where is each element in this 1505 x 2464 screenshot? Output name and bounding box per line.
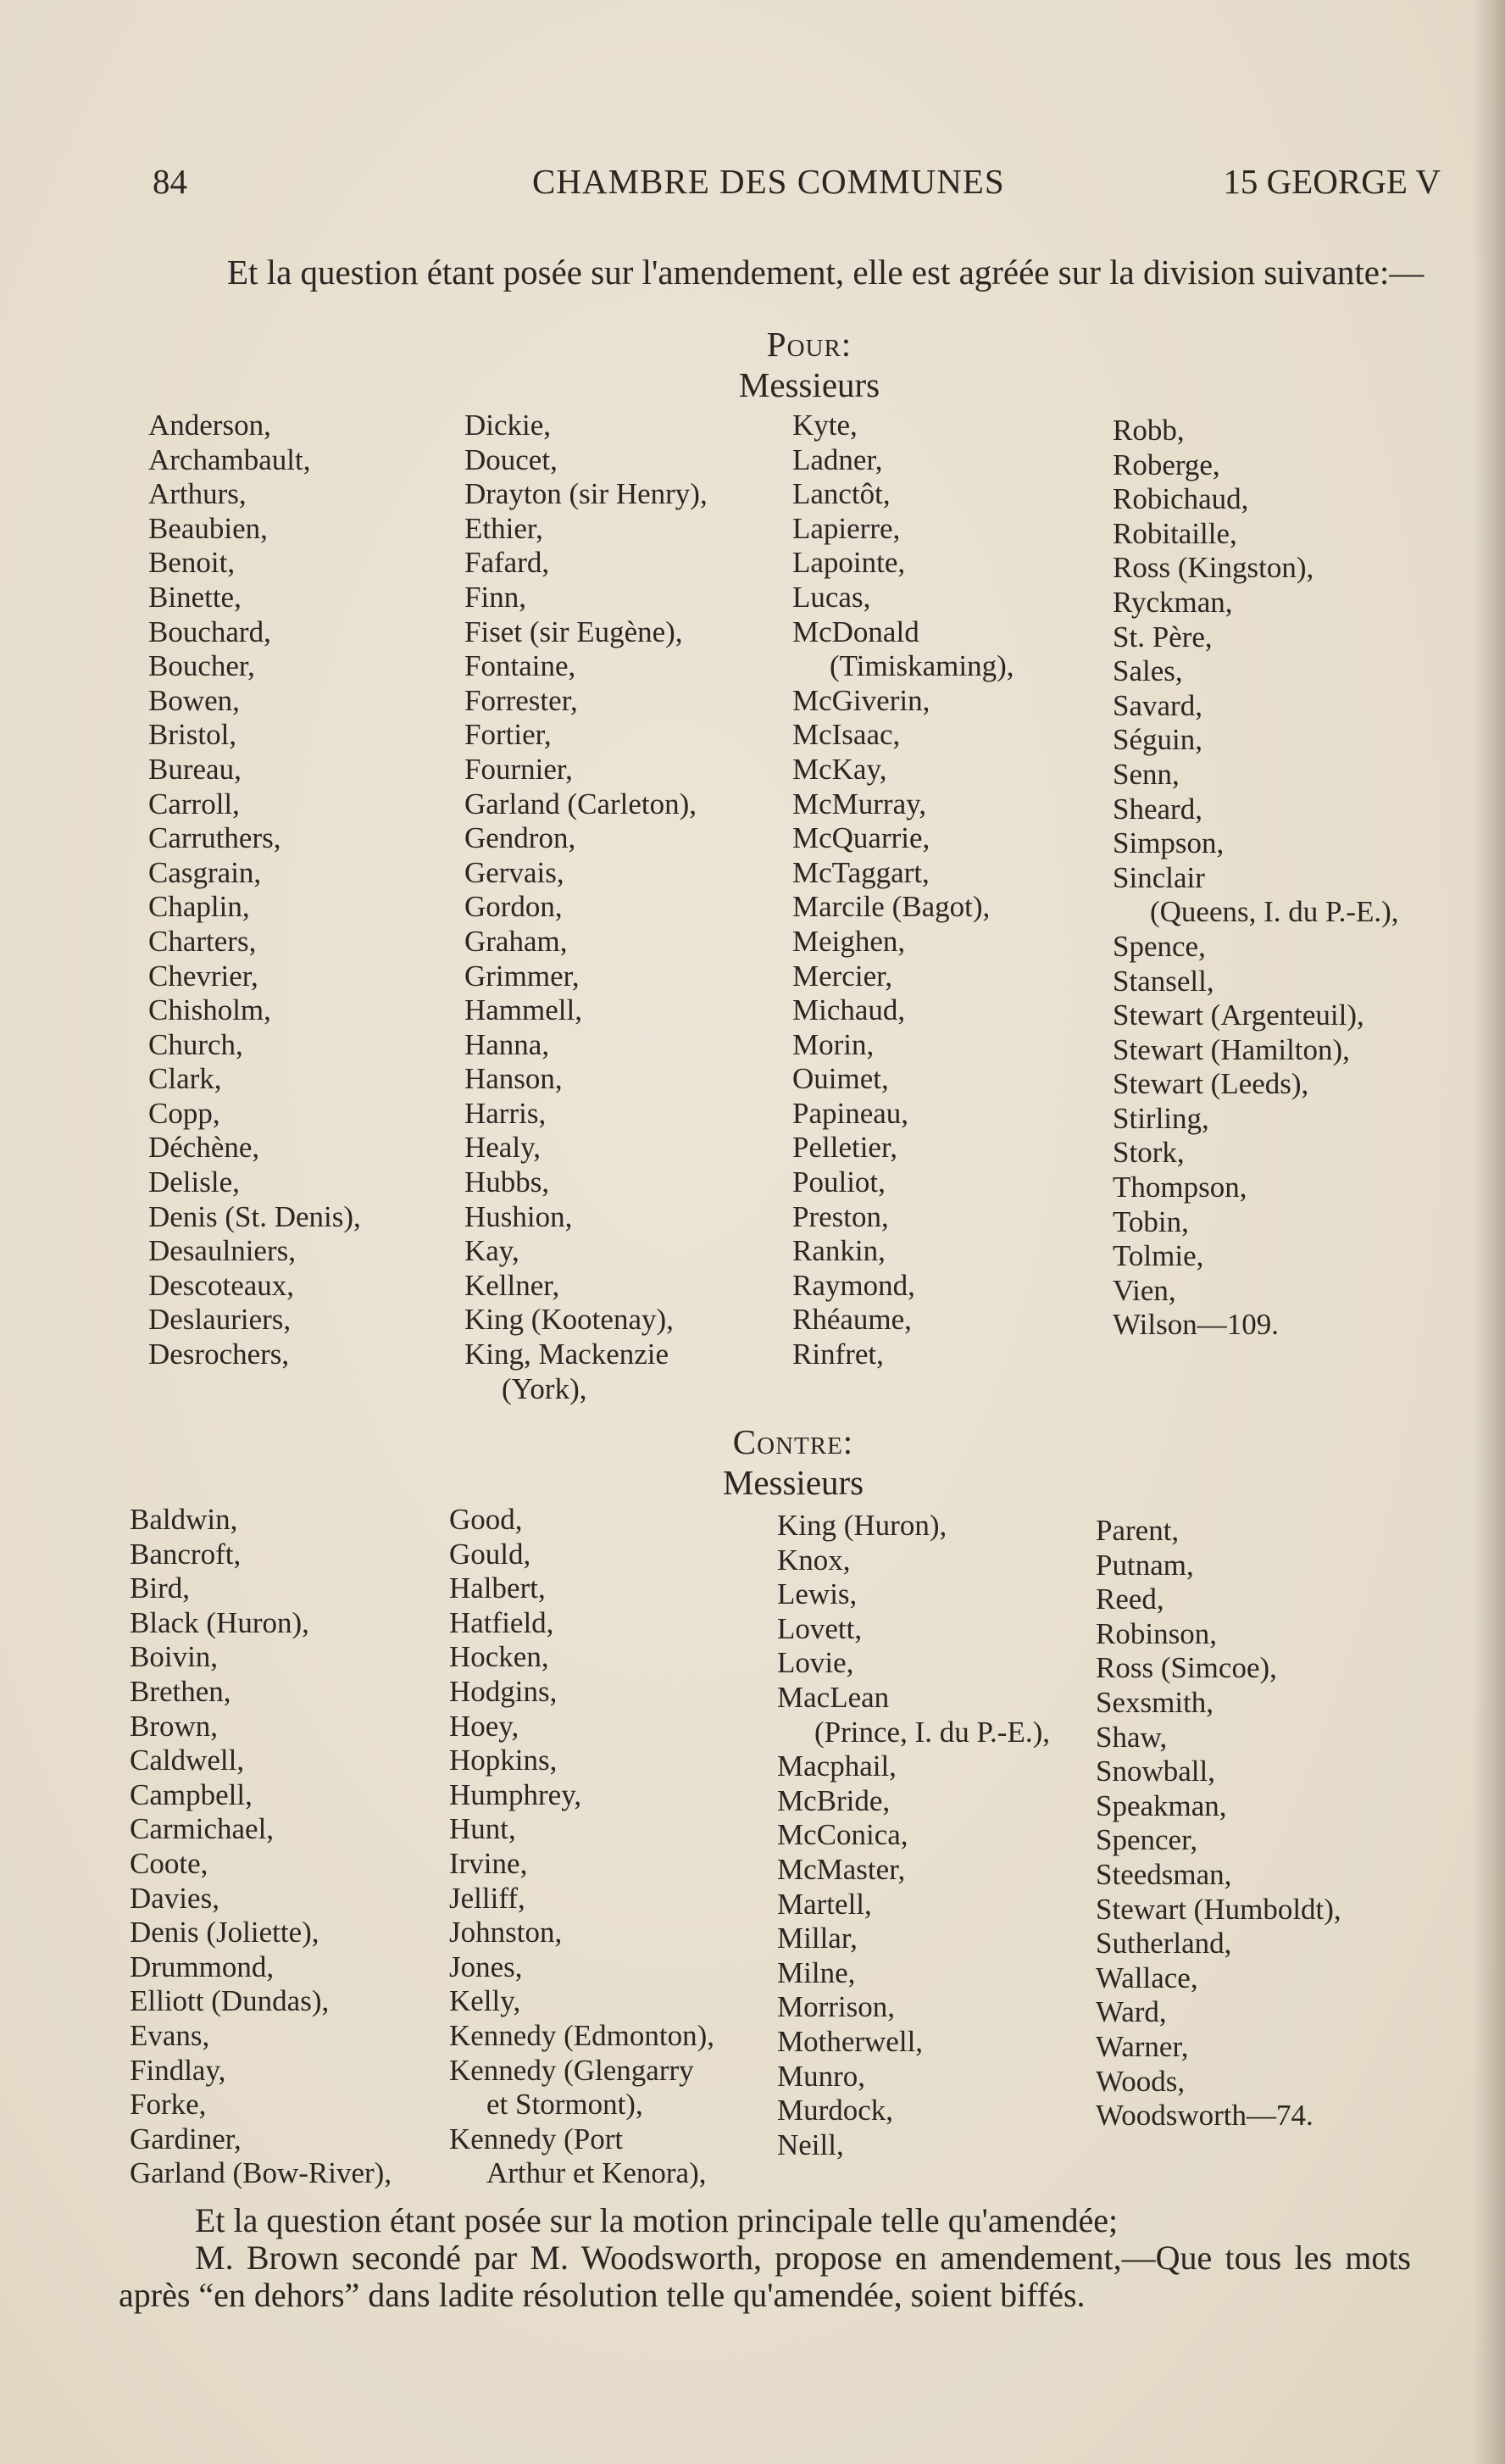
member-name: Warner, <box>1096 2029 1189 2063</box>
member-name: Fortier, <box>464 718 552 752</box>
member-name: Brethen, <box>130 1674 231 1708</box>
member-name: Tolmie, <box>1113 1239 1204 1273</box>
member-name: Woods, <box>1096 2064 1186 2098</box>
member-name: Hopkins, <box>449 1744 558 1777</box>
member-name: Archambault, <box>148 442 311 476</box>
member-name: Denis (St. Denis), <box>148 1199 361 1233</box>
member-name: Putnam, <box>1096 1548 1194 1582</box>
page-number: 84 <box>153 162 187 201</box>
member-name: Bird, <box>130 1571 190 1605</box>
member-name: (Queens, I. du P.-E.), <box>1150 895 1399 929</box>
member-name: King, Mackenzie <box>464 1338 669 1371</box>
member-name: Parent, <box>1096 1514 1180 1547</box>
member-name: Rankin, <box>792 1234 886 1268</box>
member-name: Sales, <box>1113 654 1183 688</box>
member-name: Deslauriers, <box>148 1303 292 1337</box>
member-name: Mercier, <box>792 959 893 993</box>
member-name: Sutherland, <box>1096 1927 1232 1961</box>
member-name: et Stormont), <box>486 2088 643 2122</box>
member-name: Vien, <box>1113 1273 1176 1307</box>
member-name: Desaulniers, <box>148 1234 296 1268</box>
member-name: Macphail, <box>777 1749 897 1783</box>
member-name: Preston, <box>792 1199 889 1233</box>
member-name: Fournier, <box>464 752 573 786</box>
member-name: Drayton (sir Henry), <box>464 477 708 511</box>
member-name: Ross (Kingston), <box>1113 551 1314 585</box>
member-name: McQuarrie, <box>792 821 930 855</box>
member-name: Boucher, <box>148 649 255 683</box>
member-name: Gendron, <box>464 821 576 855</box>
member-name: Descoteaux, <box>148 1268 295 1302</box>
member-name: Casgrain, <box>148 855 262 889</box>
member-name: Milne, <box>777 1955 856 1989</box>
member-name: Papineau, <box>792 1096 909 1130</box>
member-name: Beaubien, <box>148 511 268 545</box>
member-name: Murdock, <box>777 2094 894 2127</box>
member-name: Grimmer, <box>464 959 580 993</box>
member-name: Stewart (Argenteuil), <box>1113 998 1364 1032</box>
member-name: Clark, <box>148 1062 222 1096</box>
member-name: Hanson, <box>464 1062 563 1096</box>
member-name: Kennedy (Port <box>449 2122 624 2155</box>
member-name: Chisholm, <box>148 993 271 1027</box>
member-name: Stansell, <box>1113 964 1214 998</box>
member-name: Carroll, <box>148 787 240 820</box>
member-name: Meighen, <box>792 924 906 958</box>
member-name: Woodsworth—74. <box>1096 2099 1313 2133</box>
member-name: Sexsmith, <box>1096 1685 1214 1719</box>
closing-text <box>119 2202 1411 2314</box>
member-name: Senn, <box>1113 757 1180 791</box>
contre-title: Contre: <box>732 1422 854 1461</box>
member-name: Speakman, <box>1096 1788 1227 1822</box>
member-name: Dickie, <box>464 409 552 442</box>
member-name: Michaud, <box>792 993 906 1027</box>
member-name: Irvine, <box>449 1846 528 1880</box>
member-name: Halbert, <box>449 1571 546 1605</box>
contre-column-2 <box>449 1503 714 2191</box>
member-name: Séguin, <box>1113 723 1202 757</box>
contre-subtitle: Messieurs <box>722 1463 864 1502</box>
contre-column-1 <box>130 1503 392 2191</box>
member-name: McGiverin, <box>792 683 930 717</box>
member-name: McBride, <box>777 1783 891 1817</box>
member-name: Martell, <box>777 1887 872 1921</box>
member-name: Findlay, <box>130 2053 226 2087</box>
header-regnal-year: 15 GEORGE V <box>1223 162 1441 201</box>
contre-column-4 <box>1096 1514 1341 2133</box>
member-name: Kellner, <box>464 1268 560 1302</box>
member-name: Sinclair <box>1113 860 1205 894</box>
member-name: Bouchard, <box>148 615 271 648</box>
member-name: Arthur et Kenora), <box>486 2156 707 2190</box>
member-name: McIsaac, <box>792 718 901 752</box>
member-name: Kennedy (Glengarry <box>449 2053 694 2087</box>
member-name: Forke, <box>130 2088 207 2122</box>
member-name: Boivin, <box>130 1640 219 1674</box>
member-name: Good, <box>449 1503 523 1536</box>
member-name: St. Père, <box>1113 620 1213 654</box>
member-name: Ethier, <box>464 511 543 545</box>
member-name: (York), <box>502 1371 587 1405</box>
member-name: MacLean <box>777 1680 890 1714</box>
member-name: Robinson, <box>1096 1616 1217 1650</box>
member-name: Carmichael, <box>130 1812 275 1846</box>
member-name: Lewis, <box>777 1577 858 1611</box>
member-name: Ladner, <box>792 442 883 476</box>
member-name: Black (Huron), <box>130 1605 309 1639</box>
member-name: McDonald <box>792 615 919 648</box>
member-name: Denis (Joliette), <box>130 1916 319 1950</box>
member-name: Hushion, <box>464 1199 573 1233</box>
member-name: Elliott (Dundas), <box>130 1984 330 2018</box>
member-name: Chaplin, <box>148 890 250 924</box>
member-name: Millar, <box>777 1922 858 1955</box>
contre-column-3 <box>777 1509 1050 2162</box>
member-name: Stewart (Leeds), <box>1113 1067 1309 1101</box>
member-name: Benoit, <box>148 546 236 580</box>
member-name: Kennedy (Edmonton), <box>449 2018 714 2052</box>
member-name: Bancroft, <box>130 1537 242 1571</box>
member-name: Marcile (Bagot), <box>792 890 991 924</box>
member-name: Ross (Simcoe), <box>1096 1651 1277 1685</box>
member-name: Finn, <box>464 580 526 614</box>
member-name: Bureau, <box>148 752 242 786</box>
member-name: Neill, <box>777 2127 844 2161</box>
member-name: Morrison, <box>777 1990 896 2024</box>
member-name: Déchène, <box>148 1131 260 1165</box>
member-name: Kelly, <box>449 1984 521 2018</box>
pour-title: Pour: <box>766 325 852 364</box>
member-name: Kyte, <box>792 409 858 442</box>
member-name: Spencer, <box>1096 1823 1198 1857</box>
pour-column-4 <box>1113 414 1399 1343</box>
member-name: Campbell, <box>130 1777 253 1811</box>
member-name: McConica, <box>777 1818 908 1852</box>
member-name: Lucas, <box>792 580 871 614</box>
member-name: McMurray, <box>792 787 927 820</box>
member-name: Hubbs, <box>464 1165 550 1199</box>
member-name: McMaster, <box>777 1852 906 1886</box>
member-name: Fiset (sir Eugène), <box>464 615 683 648</box>
member-name: Bristol, <box>148 718 237 752</box>
member-name: Hocken, <box>449 1640 549 1674</box>
member-name: Savard, <box>1113 688 1202 722</box>
member-name: Brown, <box>130 1709 219 1743</box>
member-name: Chevrier, <box>148 959 258 993</box>
member-name: Delisle, <box>148 1165 240 1199</box>
member-name: Sheard, <box>1113 792 1202 826</box>
member-name: Stork, <box>1113 1136 1185 1170</box>
pour-heading <box>640 324 979 405</box>
member-name: Gardiner, <box>130 2122 242 2155</box>
member-name: Kay, <box>464 1234 519 1268</box>
member-name: Charters, <box>148 924 257 958</box>
member-name: Binette, <box>148 580 242 614</box>
member-name: Drummond, <box>130 1950 275 1983</box>
closing-paragraph-2: M. Brown secondé par M. Woodsworth, propose en amendement,—Que tous les mots après “en dehors” dans ladite résolution telle qu'amendée, soient biffés. <box>119 2239 1411 2314</box>
member-name: Ouimet, <box>792 1062 889 1096</box>
member-name: Fafard, <box>464 546 550 580</box>
member-name: Hodgins, <box>449 1674 558 1708</box>
member-name: Healy, <box>464 1131 541 1165</box>
member-name: Lapointe, <box>792 546 906 580</box>
member-name: Lanctôt, <box>792 477 891 511</box>
member-name: McKay, <box>792 752 887 786</box>
member-name: Reed, <box>1096 1582 1164 1616</box>
member-name: Robitaille, <box>1113 516 1237 550</box>
member-name: Pouliot, <box>792 1165 886 1199</box>
member-name: Carruthers, <box>148 821 281 855</box>
member-name: Garland (Bow-River), <box>130 2156 392 2190</box>
member-name: Stirling, <box>1113 1101 1209 1135</box>
member-name: Morin, <box>792 1027 875 1061</box>
member-name: Rhéaume, <box>792 1303 912 1337</box>
member-name: Copp, <box>148 1096 220 1130</box>
member-name: Wilson—109. <box>1113 1308 1279 1342</box>
member-name: Anderson, <box>148 409 271 442</box>
pour-column-1 <box>148 409 361 1372</box>
member-name: Doucet, <box>464 442 558 476</box>
member-name: Forrester, <box>464 683 578 717</box>
member-name: Gervais, <box>464 855 564 889</box>
member-name: Thompson, <box>1113 1171 1247 1204</box>
pour-column-2 <box>464 409 708 1406</box>
member-name: Hammell, <box>464 993 582 1027</box>
member-name: Robb, <box>1113 414 1185 447</box>
member-name: Tobin, <box>1113 1204 1189 1238</box>
member-name: Jones, <box>449 1950 523 1983</box>
member-name: Roberge, <box>1113 448 1220 481</box>
running-header <box>153 161 1441 212</box>
member-name: Simpson, <box>1113 826 1225 860</box>
member-name: Church, <box>148 1027 243 1061</box>
member-name: Lovie, <box>777 1646 854 1680</box>
member-name: Munro, <box>777 2059 866 2093</box>
member-name: Garland (Carleton), <box>464 787 697 820</box>
member-name: Davies, <box>130 1881 219 1915</box>
member-name: Fontaine, <box>464 649 576 683</box>
member-name: Snowball, <box>1096 1755 1215 1788</box>
member-name: Bowen, <box>148 683 240 717</box>
header-title: CHAMBRE DES COMMUNES <box>532 162 1005 201</box>
member-name: Gordon, <box>464 890 563 924</box>
pour-column-3 <box>792 409 1014 1372</box>
member-name: Spence, <box>1113 929 1206 963</box>
member-name: Caldwell, <box>130 1744 245 1777</box>
member-name: Shaw, <box>1096 1720 1168 1754</box>
member-name: Motherwell, <box>777 2024 924 2058</box>
member-name: Graham, <box>464 924 568 958</box>
member-name: Humphrey, <box>449 1777 582 1811</box>
member-name: (Timiskaming), <box>830 649 1014 683</box>
member-name: Harris, <box>464 1096 547 1130</box>
member-name: Baldwin, <box>130 1503 238 1536</box>
member-name: Knox, <box>777 1543 851 1577</box>
member-name: Hatfield, <box>449 1605 554 1639</box>
member-name: Ward, <box>1096 1995 1167 2029</box>
member-name: Johnston, <box>449 1916 563 1950</box>
member-name: Pelletier, <box>792 1131 897 1165</box>
member-name: Hunt, <box>449 1812 516 1846</box>
intro-paragraph: Et la question étant posée sur l'amendement, elle est agréée sur la division suivante:— <box>227 253 1424 292</box>
contre-heading <box>624 1421 963 1503</box>
member-name: Hanna, <box>464 1027 550 1061</box>
member-name: Rinfret, <box>792 1338 884 1371</box>
member-name: Desrochers, <box>148 1338 290 1371</box>
member-name: Hoey, <box>449 1709 519 1743</box>
member-name: Arthurs, <box>148 477 247 511</box>
member-name: Jelliff, <box>449 1881 525 1915</box>
member-name: Steedsman, <box>1096 1857 1232 1891</box>
member-name: Evans, <box>130 2018 210 2052</box>
page-edge-shadow <box>1473 0 1505 2464</box>
member-name: Robichaud, <box>1113 482 1249 516</box>
member-name: (Prince, I. du P.-E.), <box>814 1715 1051 1749</box>
member-name: Wallace, <box>1096 1961 1198 1994</box>
member-name: King (Kootenay), <box>464 1303 674 1337</box>
member-name: Lapierre, <box>792 511 901 545</box>
member-name: Coote, <box>130 1846 208 1880</box>
member-name: Gould, <box>449 1537 531 1571</box>
member-name: Raymond, <box>792 1268 915 1302</box>
closing-paragraph-1: Et la question étant posée sur la motion principale telle qu'amendée; <box>195 2201 1119 2239</box>
member-name: McTaggart, <box>792 855 930 889</box>
member-name: Stewart (Hamilton), <box>1113 1032 1350 1066</box>
member-name: Stewart (Humboldt), <box>1096 1892 1341 1926</box>
member-name: Lovett, <box>777 1611 863 1645</box>
member-name: King (Huron), <box>777 1509 947 1542</box>
pour-subtitle: Messieurs <box>738 365 880 404</box>
member-name: Ryckman, <box>1113 585 1233 619</box>
